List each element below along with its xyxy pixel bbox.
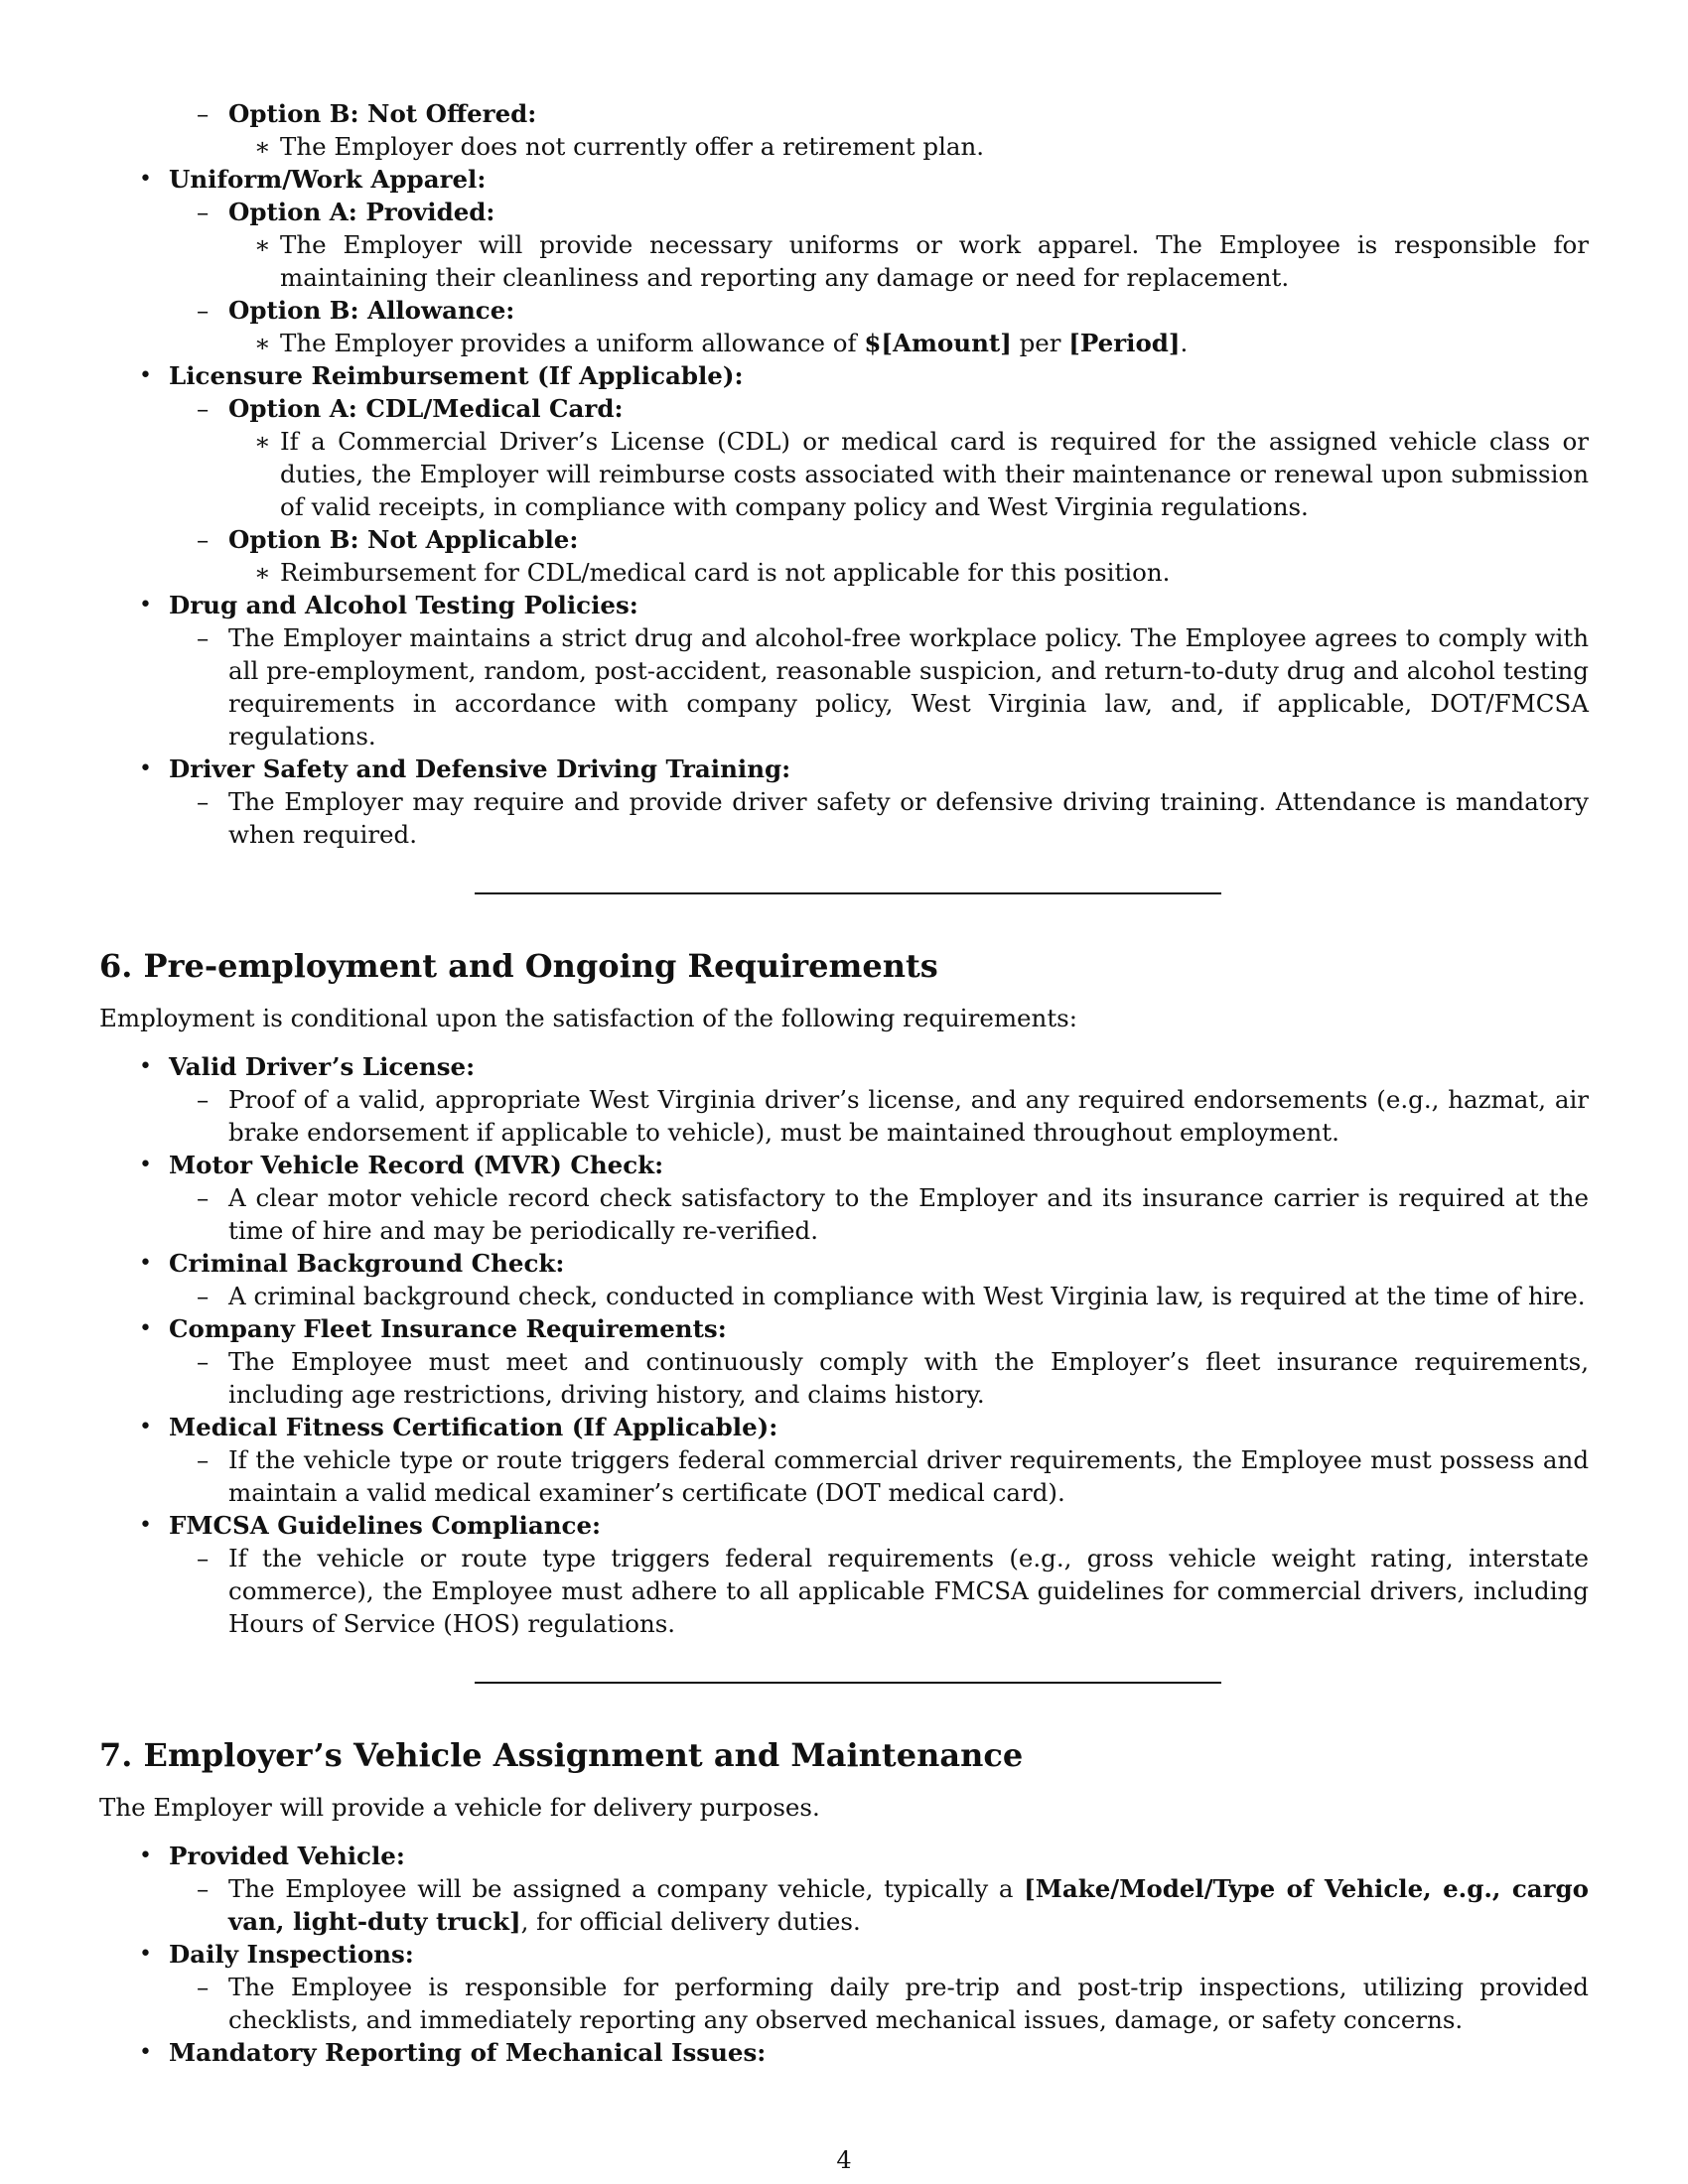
option-label: Option B: Not Offered: <box>228 99 537 128</box>
page-number: 4 <box>836 2146 852 2174</box>
requirement-title: Medical Fitness Certification (If Applicable): <box>169 1413 778 1441</box>
option-detail <box>228 327 1589 359</box>
option-detail: ∗ The Employer will provide necessary uniforms or work apparel. The Employee is responsible for maintaining their cleanliness and reporting any damage or need for replacement. <box>228 228 1589 294</box>
section-7-heading: 7. Employer’s Vehicle Assignment and Maintenance <box>99 1736 1024 1774</box>
section-7-intro: The Employer will provide a vehicle for delivery purposes. <box>99 1793 820 1822</box>
licensure-item <box>99 359 1589 589</box>
document-page <box>99 97 1589 2069</box>
uniform-option-a <box>169 196 1589 294</box>
option-label: Option A: Provided: <box>228 198 495 226</box>
requirement-detail: – Proof of a valid, appropriate West Virginia driver’s license, and any required endorsements (e.g., hazmat, air brake endorsement if applicable to vehicle), must be maintained throughout employment. <box>169 1083 1589 1149</box>
uniform-title: Uniform/Work Apparel: <box>169 165 487 194</box>
drug-testing-detail: – The Employer maintains a strict drug and alcohol-free workplace policy. The Employee agrees to comply with all pre-employment, random, post-accident, reasonable suspicion, and return-to-duty drug and alcohol testing requirements in accordance with company policy, West Virginia law, and, if applicable, DOT/FMCSA regulations. <box>169 621 1589 752</box>
requirement-title: Company Fleet Insurance Requirements: <box>169 1314 727 1343</box>
requirement-item <box>99 1149 1589 1247</box>
retirement-continuation <box>99 97 1589 163</box>
drug-testing-item <box>99 589 1589 752</box>
amount-placeholder: $[Amount] <box>864 329 1012 357</box>
requirement-title: FMCSA Guidelines Compliance: <box>169 1511 602 1540</box>
requirement-title: Valid Driver’s License: <box>169 1052 476 1081</box>
requirement-title: Criminal Background Check: <box>169 1249 565 1278</box>
drug-testing-title: Drug and Alcohol Testing Policies: <box>169 591 638 619</box>
section-divider <box>475 892 1221 894</box>
licensure-option-b <box>169 523 1589 589</box>
vehicle-placeholder: [Make/Model/Type of Vehicle, e.g., cargo van, light-duty truck] <box>228 1874 1589 1936</box>
requirement-detail: – A clear motor vehicle record check satisfactory to the Employer and its insurance carrier is required at the time of hire and may be periodically re-verified. <box>169 1181 1589 1247</box>
option-detail: ∗ The Employer does not currently offer a retirement plan. <box>228 130 1589 163</box>
licensure-title: Licensure Reimbursement (If Applicable): <box>169 361 744 390</box>
option-label: Option A: CDL/Medical Card: <box>228 394 624 423</box>
text-fragment: The Employee will be assigned a company vehicle, typically a <box>228 1874 1025 1903</box>
benefits-list <box>99 97 1589 163</box>
section-6-intro: Employment is conditional upon the satisfaction of the following requirements: <box>99 1004 1078 1032</box>
provided-vehicle-title: Provided Vehicle: <box>169 1842 405 1870</box>
section-6-heading: 6. Pre-employment and Ongoing Requirements <box>99 947 938 985</box>
text-fragment: . <box>1180 329 1189 357</box>
daily-inspections-detail: – The Employee is responsible for performing daily pre-trip and post-trip inspections, utilizing provided checklists, and immediately reporting any observed mechanical issues, damage, or safety concerns. <box>169 1971 1589 2036</box>
option-label: Option B: Not Applicable: <box>228 525 579 554</box>
provided-vehicle-item <box>99 1840 1589 1938</box>
driver-safety-title: Driver Safety and Defensive Driving Training: <box>169 754 791 783</box>
licensure-option-a <box>169 392 1589 523</box>
daily-inspections-title: Daily Inspections: <box>169 1940 414 1969</box>
text-fragment: , for official delivery duties. <box>520 1907 861 1936</box>
requirement-item <box>99 1050 1589 1149</box>
benefits-list-continued <box>99 163 1589 851</box>
requirement-title: Motor Vehicle Record (MVR) Check: <box>169 1151 664 1179</box>
requirement-item <box>99 1247 1589 1312</box>
mechanical-reporting-item <box>99 2036 1589 2069</box>
mechanical-reporting-title: Mandatory Reporting of Mechanical Issues: <box>169 2038 767 2067</box>
daily-inspections-item <box>99 1938 1589 2036</box>
text-fragment: The Employer provides a uniform allowance of <box>280 329 865 357</box>
driver-safety-item <box>99 752 1589 851</box>
section-divider <box>475 1682 1221 1684</box>
requirement-item <box>99 1509 1589 1640</box>
requirement-detail: – A criminal background check, conducted in compliance with West Virginia law, is required at the time of hire. <box>169 1280 1589 1312</box>
option-label: Option B: Allowance: <box>228 296 515 325</box>
section-6-requirements-list <box>99 1050 1589 1640</box>
requirement-detail: – If the vehicle type or route triggers federal commercial driver requirements, the Employee must possess and maintain a valid medical examiner’s certificate (DOT medical card). <box>169 1443 1589 1509</box>
retirement-option-b <box>169 97 1589 163</box>
option-detail: ∗ If a Commercial Driver’s License (CDL) or medical card is required for the assigned vehicle class or duties, the Employer will reimburse costs associated with their maintenance or renewal upon submission of valid receipts, in compliance with company policy and West Virginia regulations. <box>228 425 1589 523</box>
period-placeholder: [Period] <box>1068 329 1181 357</box>
provided-vehicle-detail <box>169 1872 1589 1938</box>
requirement-item <box>99 1312 1589 1411</box>
requirement-item <box>99 1411 1589 1509</box>
uniform-item <box>99 163 1589 359</box>
option-detail: ∗ Reimbursement for CDL/medical card is not applicable for this position. <box>228 556 1589 589</box>
driver-safety-detail: – The Employer may require and provide driver safety or defensive driving training. Attendance is mandatory when required. <box>169 785 1589 851</box>
requirement-detail: – If the vehicle or route type triggers federal requirements (e.g., gross vehicle weight rating, interstate commerce), the Employee must adhere to all applicable FMCSA guidelines for commercial drivers, including Hours of Service (HOS) regulations. <box>169 1542 1589 1640</box>
text-fragment: per <box>1011 329 1069 357</box>
uniform-option-b <box>169 294 1589 359</box>
section-7-list <box>99 1840 1589 2069</box>
requirement-detail: – The Employee must meet and continuously comply with the Employer’s fleet insurance requirements, including age restrictions, driving history, and claims history. <box>169 1345 1589 1411</box>
